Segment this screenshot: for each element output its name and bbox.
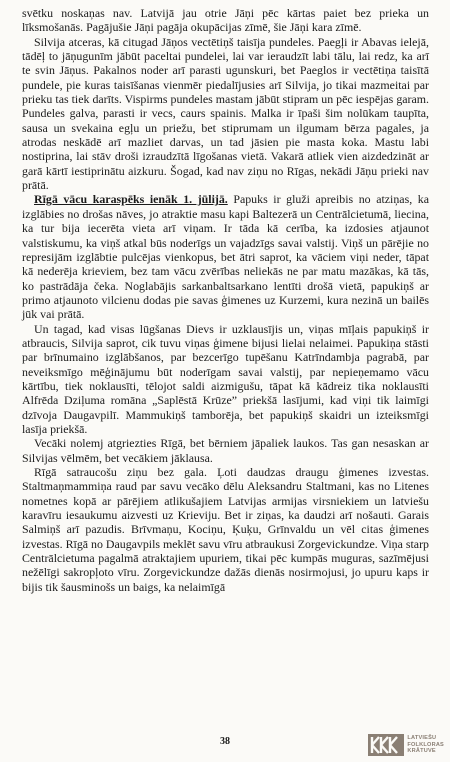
section-heading: Rīgā vācu karaspēks ienāk 1. jūlijā. <box>34 192 228 207</box>
paragraph-3-text: Papuks ir gluži apreibis no atziņas, ka izglābies no drošas nāves, jo atraktie masu kapi Baltezerā un Centrālcietumā, liecina, ka tur bija iecerēta vieta arī viņam. Ir tāda kā cerība, ka izdosies atjaunot valstiskumu, ka viņš atkal būs noderīgs un vajadzīgs savai valstij. Viņš un pārējie no represijām izglābtie pulcējas vienkopus, bet ātri saprot, ka vāciem viņi neder, tāpat kā nederēja krieviem, bez tam vācu zvērības neliekās ne par matu mazākas, kā tās, ko pastrādāja čeka. Noglabājis sarkanbaltsarkano lentīti drošā vietā, papukiņš ar primo atjaunoto vilcienu dodas pie savas ģimenes uz Kurzemi, kura nezinā un bailēs jūk vai prātā. <box>22 192 429 322</box>
folklore-archive-logo-icon <box>368 734 404 756</box>
logo-line-1: LATVIEŠU <box>407 735 437 742</box>
paragraph-6: Rīgā satraucošu ziņu bez gala. Ļoti daudzas draugu ģimenes izvestas. Staltmaņmammiņa raud par savu vecāko dēlu Aleksandru Staltmani, kas no Litenes nometnes kopā ar pārējiem atlikušajiem Latvijas armijas virsniekiem un latviešu karavīru iesaukumu aizvesti uz Krieviju. Bet ir ziņas, ka daudzi arī nošauti. Garais Salmiņš arī pazudis. Brīvmaņu, Kociņu, Ķuķu, Grīnvaldu un vēl citas ģimenes izvestas. Rīgā no Daugavpils meklēt savu vīru atbraukusi Zorgevickundze. Viņa starp Centrālcietuma pagalmā atraktajiem upuriem, tikai pēc kumpās muguras, sazīmējusi nežēlīgi sakropļoto vīru. Zorgevickundze dažās dienās nosirmojusi, jo upuru kaps ir bijis tik šausminošs un baigs, ka nelaimīgā <box>22 465 429 594</box>
paragraph-3 <box>22 192 429 321</box>
body-text <box>22 6 429 594</box>
logo-line-3: KRĀTUVE <box>407 748 436 755</box>
logo-line-2: FOLKLORAS <box>407 741 444 748</box>
archive-logo-text <box>407 735 444 754</box>
paragraph-4: Un tagad, kad visas lūgšanas Dievs ir uzklausījis un, viņas mīļais papukiņš ir atbraucis, Silvija saprot, cik tuvu viņas ģimene bijusi lielai nelaimei. Papukiņa stāsti par brīnumaino izglābšanos, par bezcerīgo tupēšanu Katrīndambja pagrabā, par neveiksmīgo mēģinājumu būt noderīgam savai valstij, par nepieņemamo vācu kārtību, tiek noklausīti, tēlojot saldi aizmigušu, tāpat kā kādreiz tika noklausīti Alfrēda Dziļuma romāna „Saplēstā Krūze” priekšā lasījumi, kad viņi tik laimīgi dzīvoja Daugavpilī. Mammukiņš tamborēja, bet papukiņš skaidri un izteiksmīgi lasīja priekšā. <box>22 321 429 436</box>
paragraph-1: svētku noskaņas nav. Latvijā jau otrie Jāņi pēc kārtas paiet bez prieka un līksmošanās. Pagājušie Jāņi pagāja okupācijas zīmē, šie Jāņi kara zīmē. <box>22 6 429 35</box>
paragraph-5: Vecāki nolemj atgriezties Rīgā, bet bērniem jāpaliek laukos. Tas gan nesaskan ar Silvijas vēlmēm, bet vecākiem jāklausa. <box>22 436 429 465</box>
paragraph-2: Silvija atceras, kā citugad Jāņos vectētiņš taisīja pundeles. Paegļi ir Abavas ielejā, tādēļ to jāņugunīm jābūt paceltai pundelei, lai var ieraudzīt labi tālu, lai redz, ka arī te svin Jāņus. Pakalnos noder arī parasti ugunskuri, bet Paeglos ir vectētiņa taisītā pundele, pie kuras taisīšanas vienmēr piedalījusies arī Silvija, jo tikai mazmeitai par prieku tas tiek darīts. Vispirms pundeles mastam jābūt stipram un pēc iespējas garam. Pundeles galva, parasti ir vecs, caurs spainis. Malka ir īpaši šim nolūkam taupīta, sausa un svekaina egļu un priežu, bet stiprumam un ilgumam bērza pagales, ja atrodas neskādē arī mazliet darvas, un tad jāsien pie masta koka. Mastu labi nostiprina, lai stāv droši izraudzītā līgošanas vietā. Vakarā atliek vien aizdedzināt ar garā kārtī iestiprinātu aizkuru. Šogad, kad nav ziņu no Rīgas, nekādi Jāņu prieki nav prātā. <box>22 34 429 193</box>
page-number: 38 <box>220 736 230 747</box>
archive-logo <box>368 734 444 756</box>
